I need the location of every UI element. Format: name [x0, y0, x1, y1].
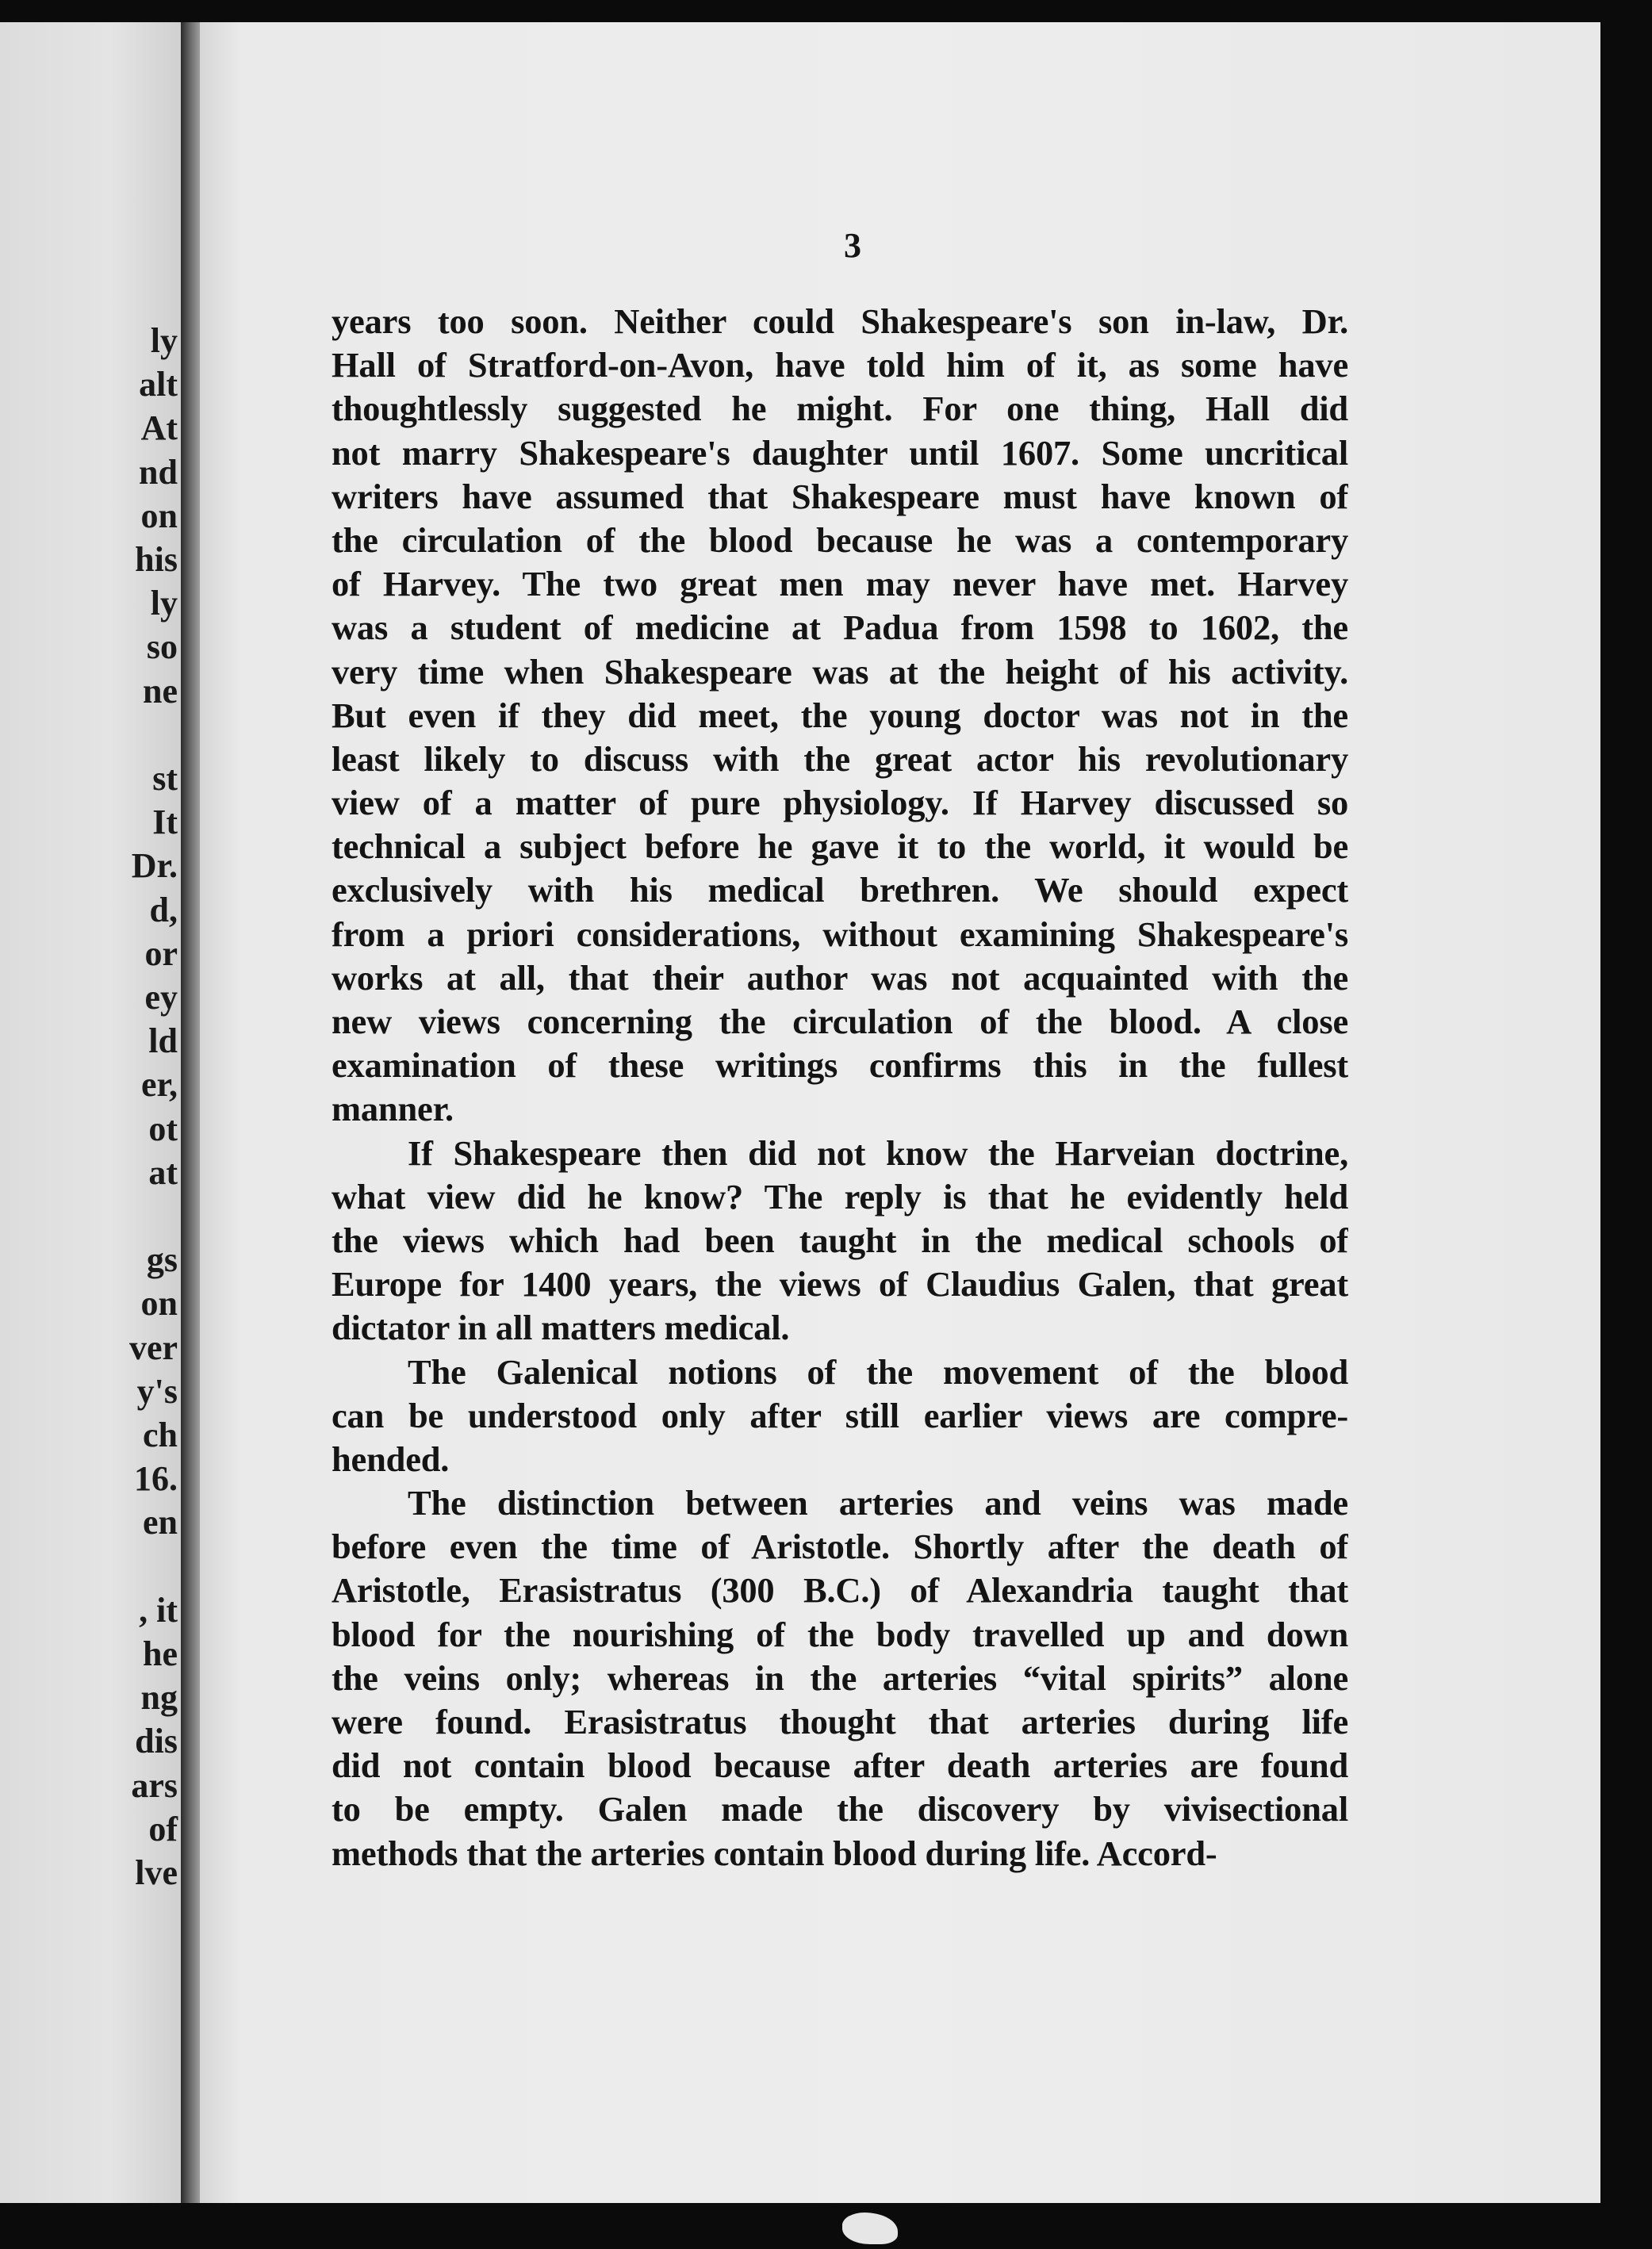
left-page-fragment: , it	[139, 1590, 178, 1630]
text-line: can be understood only after still earlier views are compre-	[332, 1395, 1348, 1435]
text-line: examination of these writings confirms this in the fullest	[332, 1045, 1348, 1086]
left-page-fragment: on	[140, 496, 178, 535]
text-line: the veins only; whereas in the arteries “vital spirits” alone	[332, 1657, 1348, 1698]
left-page-fragment: he	[143, 1634, 178, 1673]
text-line: very time when Shakespeare was at the height of his activity.	[332, 651, 1348, 692]
left-page-edge	[0, 22, 184, 2203]
text-line: view of a matter of pure physiology. If Harvey discussed so	[332, 783, 1348, 823]
left-page-fragment: ly	[150, 321, 178, 360]
left-page-fragment: er,	[140, 1065, 178, 1105]
paragraph	[332, 300, 1348, 1132]
text-line: methods that the arteries contain blood during life. Accord-	[332, 1833, 1217, 1873]
left-page-fragment: his	[135, 540, 178, 579]
text-line: not marry Shakespeare's daughter until 1607. Some uncritical	[332, 432, 1348, 473]
left-page-fragment: alt	[139, 365, 178, 404]
left-page-fragment: Dr.	[131, 846, 178, 886]
left-page-fragment: at	[148, 1152, 178, 1192]
paragraph	[332, 1481, 1348, 1875]
text-line: were found. Erasistratus thought that arteries during life	[332, 1702, 1348, 1741]
left-page-fragment: st	[152, 759, 178, 798]
left-page-fragment: of	[148, 1809, 178, 1849]
page-number: 3	[844, 226, 861, 265]
text-line: thoughtlessly suggested he might. For one thing, Hall did	[332, 389, 1348, 429]
text-line: new views concerning the circulation of the blood. A close	[332, 1002, 1348, 1041]
text-line: the circulation of the blood because he was a contemporary	[332, 519, 1348, 560]
left-page-fragment: so	[146, 627, 178, 667]
left-page-fragment: ey	[144, 978, 178, 1017]
body-text	[332, 300, 1348, 1875]
text-line: Hall of Stratford-on-Avon, have told him of it, as some have	[332, 345, 1348, 385]
left-page-fragment: It	[152, 803, 178, 842]
text-line: did not contain blood because after death arteries are found	[332, 1745, 1348, 1786]
left-page-fragment: lve	[135, 1853, 178, 1892]
scan-speck	[842, 2213, 898, 2244]
left-page-fragment: ne	[143, 671, 178, 711]
text-line: blood for the nourishing of the body travelled up and down	[332, 1614, 1348, 1654]
text-line: the views which had been taught in the medical schools of	[332, 1220, 1348, 1260]
text-line: works at all, that their author was not acquainted with the	[332, 957, 1348, 998]
text-line: The Galenical notions of the movement of the blood	[408, 1351, 1348, 1392]
left-page-fragment: ot	[148, 1109, 178, 1148]
left-page-fragment: At	[140, 408, 178, 448]
text-line: Aristotle, Erasistratus (300 B.C.) of Alexandria taught that	[332, 1570, 1348, 1611]
left-page-fragment: 16.	[134, 1459, 178, 1499]
left-page-fragment: ars	[131, 1765, 178, 1805]
text-line: what view did he know? The reply is that he evidently held	[332, 1176, 1348, 1216]
text-line: hended.	[332, 1439, 450, 1479]
left-page-fragment: ng	[140, 1678, 178, 1718]
left-page-fragment: d,	[149, 890, 178, 929]
left-page-fragment: gs	[146, 1240, 178, 1280]
text-line: Europe for 1400 years, the views of Claudius Galen, that great	[332, 1264, 1348, 1305]
text-line: If Shakespeare then did not know the Harveian doctrine,	[408, 1132, 1348, 1173]
text-line: technical a subject before he gave it to the world, it would be	[332, 826, 1348, 867]
text-line: The distinction between arteries and veins was made	[408, 1483, 1348, 1523]
left-page-fragment: on	[140, 1284, 178, 1324]
text-line: exclusively with his medical brethren. We should expect	[332, 870, 1348, 910]
text-line: years too soon. Neither could Shakespeare's son in-law, Dr.	[332, 301, 1348, 341]
text-line: before even the time of Aristotle. Shortly after the death of	[332, 1527, 1348, 1567]
text-line: to be empty. Galen made the discovery by vivisectional	[332, 1789, 1348, 1829]
paragraph	[332, 1132, 1348, 1351]
left-page-fragment: en	[143, 1503, 178, 1542]
left-page-fragment: ch	[143, 1416, 178, 1454]
left-page-fragment: ld	[148, 1021, 178, 1061]
left-page-fragment: or	[144, 933, 178, 973]
text-line: manner.	[332, 1089, 454, 1129]
text-line: of Harvey. The two great men may never have met. Harvey	[332, 564, 1348, 604]
left-page-fragment: nd	[139, 452, 178, 492]
text-line: writers have assumed that Shakespeare must have known of	[332, 476, 1348, 516]
text-line: dictator in all matters medical.	[332, 1308, 790, 1348]
left-page-fragment: ly	[150, 584, 178, 623]
left-page-fragment: dis	[135, 1722, 178, 1761]
text-line: But even if they did meet, the young doctor was not in the	[332, 695, 1348, 735]
left-page-fragment: y's	[136, 1371, 178, 1411]
paragraph	[332, 1351, 1348, 1482]
text-line: was a student of medicine at Padua from 1598 to 1602, the	[332, 607, 1348, 648]
text-line: least likely to discuss with the great actor his revolutionary	[332, 738, 1348, 779]
text-line: from a priori considerations, without examining Shakespeare's	[332, 914, 1348, 954]
left-page-fragment: ver	[128, 1328, 178, 1367]
